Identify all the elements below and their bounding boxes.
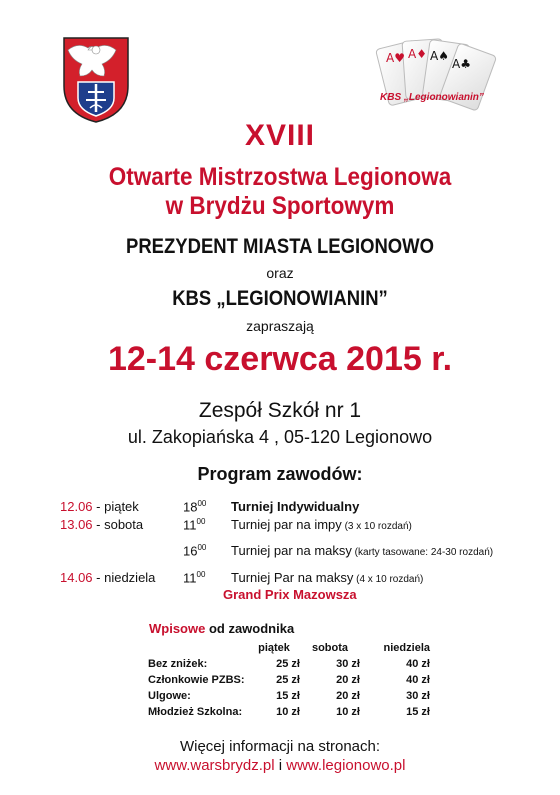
grand-prix-label: Grand Prix Mazowsza [223,587,357,602]
invite-verb: zapraszają [246,318,314,334]
program-event: Turniej Indywidualny [231,499,360,514]
table-row: Bez zniżek: 25 zł 30 zł 40 zł [148,658,430,670]
venue-name: Zespół Szkół nr 1 [198,399,362,422]
fees-col-header: piątek [258,642,290,654]
svg-text:A♣: A♣ [452,57,471,71]
program-row [60,570,155,585]
title-line-2: w Brydżu Sportowym [165,192,395,220]
program-event: Turniej par na maksy (karty tasowane: 24-30 rozdań) [231,543,494,558]
svg-text:A♦: A♦ [408,47,427,61]
fees-col-header: sobota [311,642,349,654]
footer-links: www.warsbrydz.pl i www.legionowo.pl [154,757,406,774]
title-roman-numeral: XVIII [244,119,316,152]
footer-info: Więcej informacji na stronach: [179,738,381,755]
program-day: - sobota [92,517,144,532]
svg-text:A♥: A♥ [386,51,405,65]
program-event: Turniej Par na maksy (4 x 10 rozdań) [231,570,424,585]
card-logo-text: KBS „Legionowianin” [380,92,484,103]
table-row: Ulgowe: 15 zł 20 zł 30 zł [148,690,430,702]
fees-table [148,640,430,720]
program-event: Turniej par na impy (3 x 10 rozdań) [231,517,412,532]
program-time: $18^{00}$ [183,499,207,515]
host-conjunction: oraz [266,265,294,281]
program-day: - piątek [92,499,139,514]
program-time: $11^{00}$ [183,517,206,533]
coat-of-arms-emblem [62,36,130,124]
program-heading: Program zawodów: [197,464,363,484]
fees-col-header: niedziela [383,642,430,654]
link-warsbrydz[interactable]: www.warsbrydz.pl [154,757,275,774]
host-club: KBS „LEGIONOWIANIN” [172,287,388,310]
table-row: Młodzież Szkolna: 10 zł 10 zł 15 zł [148,706,430,718]
program-date: 12.06 [60,499,93,514]
link-legionowo[interactable]: www.legionowo.pl [286,757,406,774]
program-row [60,517,143,532]
program-row [60,499,139,514]
title-line-1: Otwarte Mistrzostwa Legionowa [108,163,452,191]
event-date: 12-14 czerwca 2015 r. [107,340,453,378]
program-date: 14.06 [60,570,93,585]
fees-heading: Wpisowe od zawodnika [149,621,295,636]
table-row: Członkowie PZBS: 25 zł 20 zł 40 zł [148,674,430,686]
program-time: $11^{00}$ [183,570,206,586]
program-time: $16^{00}$ [183,543,207,559]
svg-text:A♠: A♠ [430,49,449,63]
venue-address: ul. Zakopiańska 4 , 05-120 Legionowo [127,427,433,447]
host-mayor: PREZYDENT MIASTA LEGIONOWO [126,235,435,258]
program-day: - niedziela [92,570,156,585]
program-date: 13.06 [60,517,93,532]
